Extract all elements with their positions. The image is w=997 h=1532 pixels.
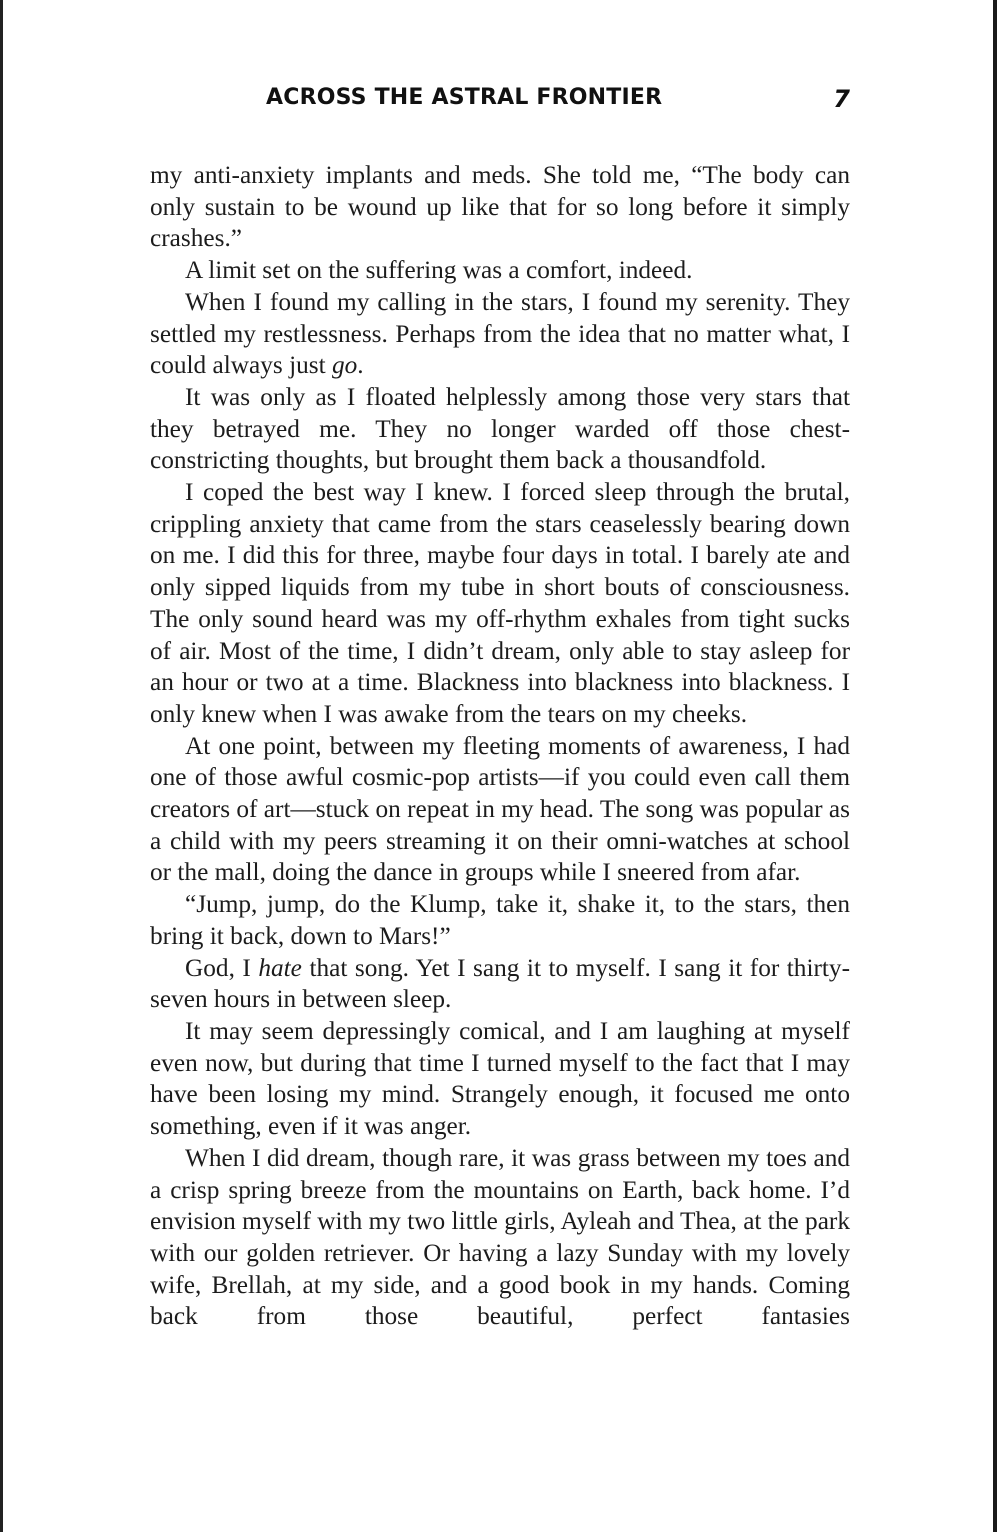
paragraph-text: It was only as I floated helplessly among those very stars that they betrayed me. They no longer warded off those chest-constricting thoughts, but brought them back a thousandfold. <box>150 382 850 475</box>
paragraph <box>150 889 850 952</box>
page-number: 7 <box>833 85 850 113</box>
paragraph-text: that song. Yet I sang it to myself. I sang it for thirty-seven hours in between sleep. <box>150 953 851 1014</box>
paragraph <box>150 287 850 382</box>
page-edge-left <box>0 0 3 1532</box>
body-text <box>150 160 850 1333</box>
page-edge-right <box>993 0 997 1532</box>
paragraph-text: It may seem depressingly comical, and I am laughing at myself even now, but during that time I turned myself to the fact that I may have been losing my mind. Strangely enough, it focused me onto something, even if it was anger. <box>150 1016 850 1141</box>
paragraph <box>150 477 850 731</box>
running-title: ACROSS THE ASTRAL FRONTIER <box>266 85 663 110</box>
emphasis-text: hate <box>258 953 302 982</box>
paragraph <box>150 1016 850 1143</box>
paragraph-text: I coped the best way I knew. I forced sleep through the brutal, crippling anxiety that came from the stars ceaselessly bearing down on me. I did this for three, maybe four days in total. I barely ate and only sipped liquids from my tube in short bouts of consciousness. The only sound heard was my off-rhythm exhales from tight sucks of air. Most of the time, I didn’t dream, only able to stay asleep for an hour or two at a time. Blackness into blackness into blackness. I only knew when I was awake from the tears on my cheeks. <box>150 478 850 728</box>
paragraph <box>150 255 850 287</box>
paragraph-text: When I found my calling in the stars, I found my serenity. They settled my restlessness. Perhaps from the idea that no matter what, I could always just <box>150 287 850 380</box>
paragraph-text: God, I <box>185 953 259 982</box>
paragraph <box>150 1143 850 1333</box>
running-header <box>150 82 850 122</box>
paragraph <box>150 731 850 890</box>
paragraph <box>150 160 850 255</box>
paragraph-text: When I did dream, though rare, it was grass between my toes and a crisp spring breeze from the mountains on Earth, back home. I’d envision myself with my two little girls, Ayleah and Thea, at the park with our golden retriever. Or having a lazy Sunday with my lovely wife, Brellah, at my side, and a good book in my hands. Coming back from those beautiful, perfect fantasies <box>150 1143 850 1331</box>
paragraph-text: “Jump, jump, do the Klump, take it, shake it, to the stars, then bring it back, down to Mars!” <box>150 890 850 950</box>
emphasis-text: go <box>331 351 358 380</box>
paragraph-text: At one point, between my fleeting moments of awareness, I had one of those awful cosmic-pop artists—if you could even call them creators of art—stuck on repeat in my head. The song was popular as a child with my peers streaming it on their omni-watches at school or the mall, doing the dance in groups while I sneered from afar. <box>150 731 850 887</box>
book-page <box>150 82 850 1333</box>
paragraph <box>150 382 850 477</box>
paragraph-text: . <box>357 351 364 380</box>
paragraph-text: A limit set on the suffering was a comfort, indeed. <box>185 256 693 285</box>
paragraph-text: my anti-anxiety implants and meds. She told me, “The body can only sustain to be wound up like that for so long before it simply crashes.” <box>150 161 850 253</box>
paragraph <box>150 953 850 1016</box>
